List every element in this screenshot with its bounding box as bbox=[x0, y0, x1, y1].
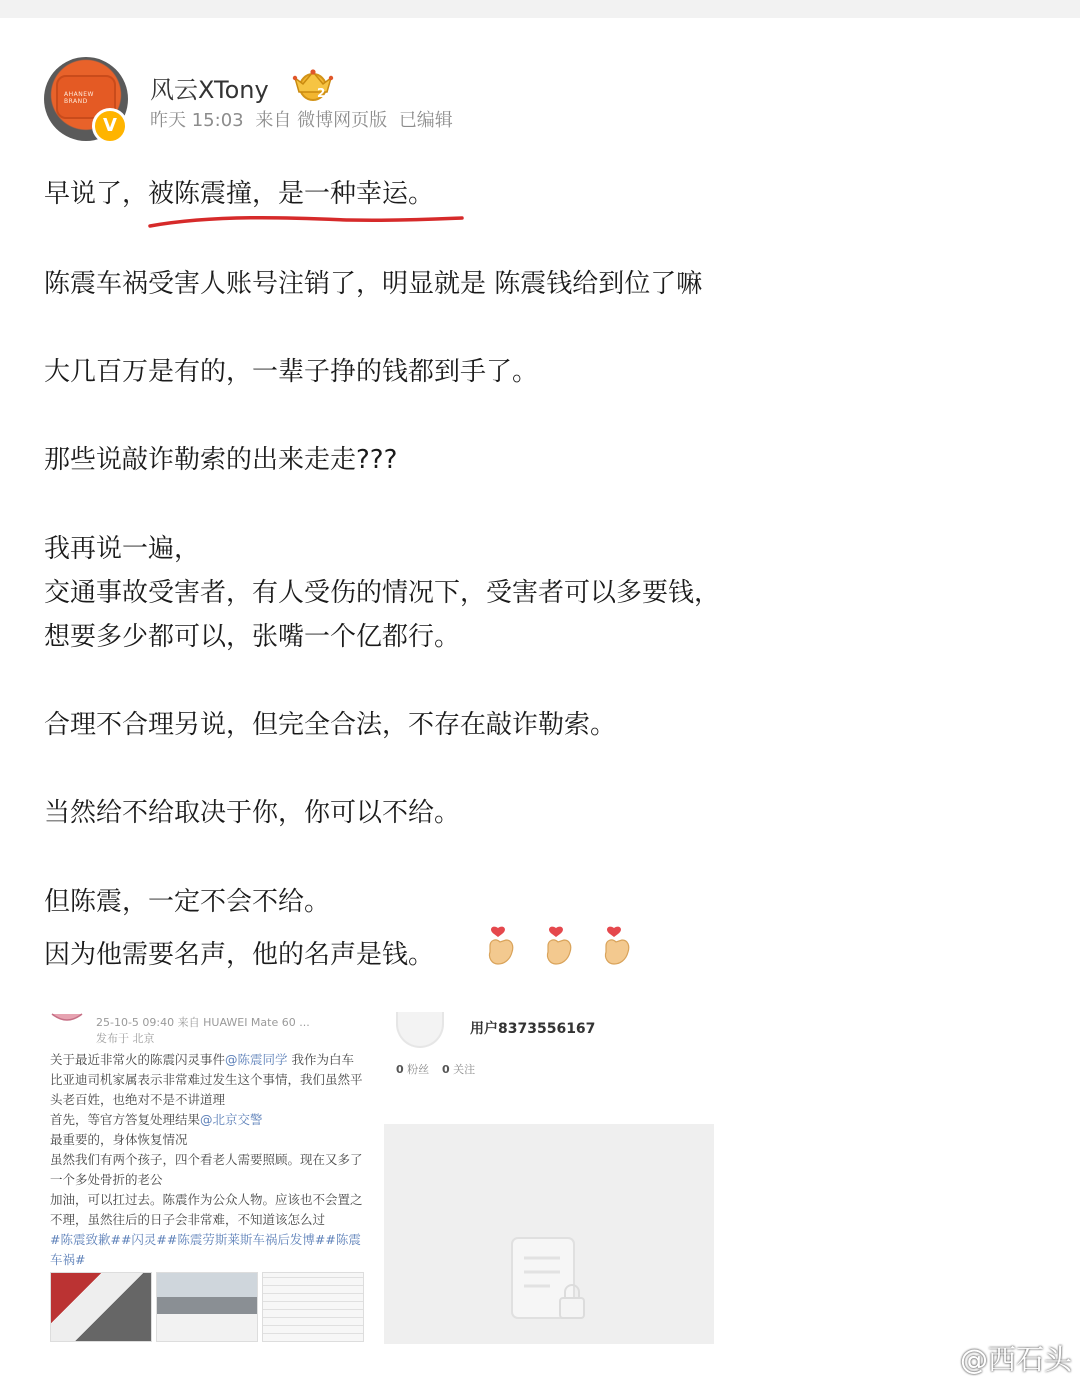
follow-stat bbox=[442, 1061, 475, 1077]
thumbnail-1 bbox=[50, 1272, 152, 1342]
blank-avatar-icon bbox=[396, 1012, 444, 1048]
embedded-text-b: 我作为白车比亚迪司机家属表示非常难过发生这个事情，我们虽然平头老百姓，也绝对不是不讲道理 bbox=[50, 1052, 363, 1107]
post-edited[interactable]: 已编辑 bbox=[398, 110, 453, 131]
post-meta bbox=[150, 106, 459, 132]
fans-count: 0 bbox=[396, 1063, 404, 1076]
embedded-mention-2: @北京交警 bbox=[200, 1112, 263, 1127]
post-line-2: 陈震车祸受害人账号注销了，明显就是 陈震钱给到位了嘛 bbox=[44, 269, 703, 299]
avatar-text: AHANEW BRAND bbox=[64, 91, 94, 105]
crown-badge-icon bbox=[289, 66, 337, 102]
verified-badge-icon: V bbox=[92, 108, 128, 144]
weibo-watermark: @西石头 bbox=[959, 1343, 1072, 1376]
embedded-hashtags: #陈震致歉##闪灵##陈震劳斯莱斯车祸后发博##陈震车祸# bbox=[50, 1232, 361, 1267]
fans-label: 粉丝 bbox=[407, 1063, 430, 1076]
embedded-text-f: 加油，可以扛过去。陈震作为公众人物。应该也不会置之不理，虽然往后的日子会非常难，不知道该怎么过 bbox=[50, 1192, 363, 1227]
emoji-row bbox=[484, 924, 644, 966]
finger-heart-icon bbox=[484, 924, 518, 966]
post-time: 昨天 15:03 bbox=[150, 110, 244, 131]
pink-avatar-icon bbox=[50, 1012, 84, 1024]
post-line-7: 想要多少都可以，张嘴一个亿都行。 bbox=[44, 622, 461, 652]
red-underline bbox=[148, 206, 464, 232]
embedded-username: 用户8373556167 bbox=[470, 1021, 596, 1037]
post-line-4: 那些说敲诈勒索的出来走走??? bbox=[44, 445, 398, 475]
post-line-10: 但陈震，一定不会不给。 bbox=[44, 887, 331, 917]
fans-stat bbox=[396, 1061, 429, 1077]
embedded-mention-1: @陈震同学 bbox=[225, 1052, 288, 1067]
top-gap bbox=[0, 0, 1080, 18]
svg-text:2: 2 bbox=[317, 86, 326, 100]
embedded-image-right[interactable] bbox=[384, 1008, 714, 1344]
post-line-8: 合理不合理另说，但完全合法，不存在敲诈勒索。 bbox=[44, 710, 617, 740]
follow-count: 0 bbox=[442, 1063, 450, 1076]
embedded-text-e: 虽然我们有两个孩子，四个看老人需要照顾。现在又多了一个多处骨折的老公 bbox=[50, 1152, 363, 1187]
embedded-text-c: 首先，等官方答复处理结果 bbox=[50, 1112, 201, 1127]
embedded-post-text bbox=[50, 1050, 366, 1270]
author-name[interactable]: 风云XTony bbox=[150, 76, 269, 104]
embedded-text-d: 最重要的，身体恢复情况 bbox=[50, 1132, 188, 1147]
thumbnail-2 bbox=[156, 1272, 258, 1342]
finger-heart-icon bbox=[600, 924, 634, 966]
thumbnail-3 bbox=[262, 1272, 364, 1342]
post-line-9: 当然给不给取决于你，你可以不给。 bbox=[44, 798, 461, 828]
embedded-location: 发布于 北京 bbox=[96, 1032, 155, 1045]
embedded-text-a: 关于最近非常火的陈震闪灵事件 bbox=[50, 1052, 226, 1067]
post-source[interactable]: 来自 微博网页版 bbox=[255, 110, 388, 131]
embedded-image-left[interactable] bbox=[44, 1008, 370, 1344]
post-line-6: 交通事故受害者，有人受伤的情况下，受害者可以多要钱， bbox=[44, 578, 721, 608]
locked-document-icon bbox=[510, 1236, 588, 1326]
post-line-1: 早说了，被陈震撞，是一种幸运。 bbox=[44, 179, 435, 209]
post-line-3: 大几百万是有的，一辈子挣的钱都到手了。 bbox=[44, 357, 539, 387]
embedded-time: 25-10-5 09:40 来自 HUAWEI Mate 60 ... bbox=[96, 1016, 310, 1029]
post-line-11: 因为他需要名声，他的名声是钱。 bbox=[44, 940, 435, 970]
locked-content-panel bbox=[384, 1124, 714, 1344]
post-line-5: 我再说一遍， bbox=[44, 534, 201, 564]
follow-label: 关注 bbox=[453, 1063, 476, 1076]
finger-heart-icon bbox=[542, 924, 576, 966]
